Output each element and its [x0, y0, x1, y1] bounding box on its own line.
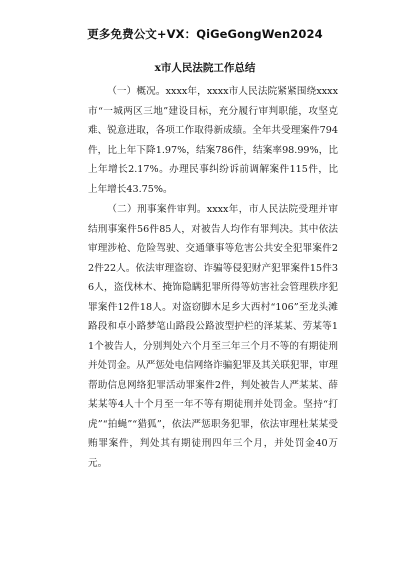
paragraph-overview: （一）概况。xxxx年，xxxx市人民法院紧紧围绕xxxx市“一城两区三地”建设目标，充分履行审判职能，攻坚克难、锐意进取，各项工作取得新成绩。全年共受理案件794件，比上年下降1.97%，结案786件，结案率98.99%，比上年增长2.17%。办理民事纠纷诉前调解案件115件，比上年增长43.75%。: [88, 86, 338, 195]
paragraph-criminal-trials: （二）刑事案件审判。xxxx年，市人民法院受理并审结刑事案件56件85人，对被告人均作有罪判决。其中依法审理涉枪、危险驾驶、交通肇事等危害公共安全犯罪案件22件22人。依法审理盗窃、诈骗等侵犯财产犯罪案件15件36人，盗伐林木、掩饰隐瞒犯罪所得等妨害社会管理秩序犯罪案件12件18人。对盗窃脚木足乡大西村“106”至龙头滩路段和卓小路梦笔山路段公路波型护栏的泽某某、劳某等11个被告人，分别判处六个月至三年三个月不等的有期徒刑并处罚金。从严惩处电信网络诈骗犯罪及其关联犯罪，审理帮助信息网络犯罪活动罪案件2件，判处被告人严某某、薛某某等4人十个月至一年不等有期徒刑并处罚金。坚持“打虎”“拍蝇”“猎狐”，依法严惩职务犯罪，依法审理杜某某受贿罪案件，判处其有期徒刑四年三个月，并处罚金40万元。: [88, 204, 338, 469]
promo-line: 更多免费公文+VX：QiGeGongWen2024: [87, 27, 323, 41]
document-title: x市人民法院工作总结: [154, 62, 256, 74]
document-body: [88, 82, 338, 474]
